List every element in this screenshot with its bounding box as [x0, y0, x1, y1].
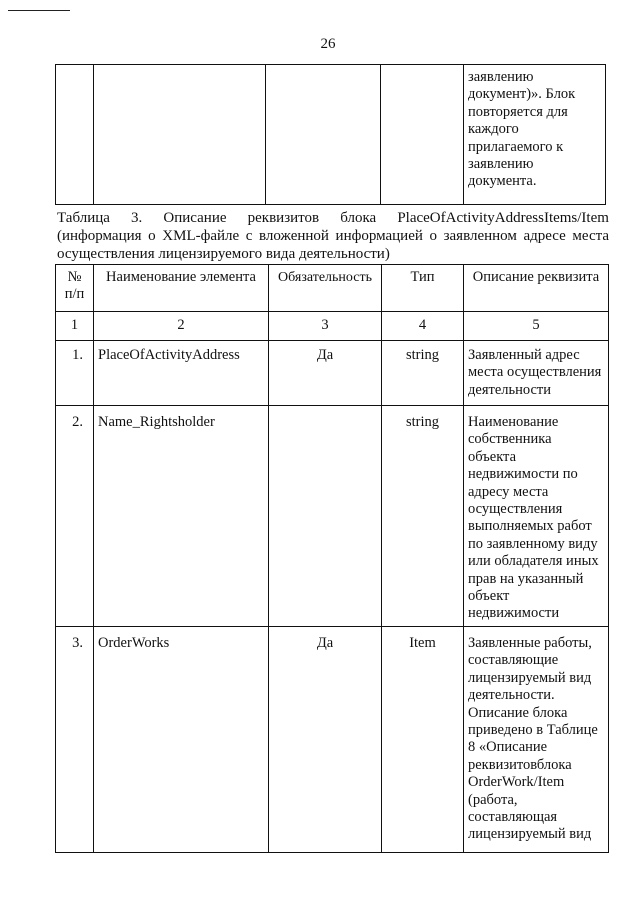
- row-desc: Заявленные работы, составляющие лицензируемый вид деятельности. Описание блока приведено в Таблице 8 «Описание реквизитовблока OrderWork/Item (работа, составляющая лицензируемый вид: [464, 627, 609, 853]
- row-name: PlaceOfActivityAddress: [94, 341, 269, 406]
- index-cell: 2: [94, 312, 269, 341]
- row-name: Name_Rightsholder: [94, 406, 269, 627]
- row-required: [269, 406, 382, 627]
- header-num: № п/п: [56, 265, 94, 312]
- cell-required: [266, 65, 381, 205]
- cell-num: [56, 65, 94, 205]
- caption-word: 3.: [131, 210, 143, 226]
- caption-word: Таблица: [57, 210, 110, 226]
- cell-type: [381, 65, 464, 205]
- index-cell: 1: [56, 312, 94, 341]
- row-num: 1.: [56, 341, 94, 406]
- row-type: Item: [382, 627, 464, 853]
- row-num: 3.: [56, 627, 94, 853]
- table-row: [56, 627, 609, 853]
- caption-line-3: осуществления лицензируемого вида деятельности): [57, 246, 390, 262]
- caption-line-2: (информация о XML-файле с вложенной информацией о заявленном адресе места: [57, 228, 609, 244]
- header-required: Обязательность: [269, 265, 382, 312]
- header-type: Тип: [382, 265, 464, 312]
- row-name: OrderWorks: [94, 627, 269, 853]
- index-row: [56, 312, 609, 341]
- top-rule: [8, 10, 70, 11]
- row-type: string: [382, 341, 464, 406]
- table-caption: [57, 209, 609, 263]
- attributes-table: [55, 264, 609, 853]
- table-row: [56, 341, 609, 406]
- caption-word: реквизитов: [247, 210, 320, 226]
- header-desc: Описание реквизита: [464, 265, 609, 312]
- row-type: string: [382, 406, 464, 627]
- cell-name: [94, 65, 266, 205]
- row-required: Да: [269, 627, 382, 853]
- caption-word: Описание: [163, 210, 227, 226]
- table-row: [56, 65, 606, 205]
- caption-word: PlaceOfActivityAddressItems/Item: [397, 210, 609, 226]
- desc-text: заявлению документ)». Блок повторяется для каждого прилагаемого к заявлению документа.: [468, 69, 576, 190]
- index-cell: 4: [382, 312, 464, 341]
- index-cell: 5: [464, 312, 609, 341]
- row-desc: Заявленный адрес места осуществления деятельности: [464, 341, 609, 406]
- caption-line-1: [57, 209, 609, 227]
- table-row: [56, 406, 609, 627]
- header-row: [56, 265, 609, 312]
- row-num: 2.: [56, 406, 94, 627]
- caption-word: блока: [340, 210, 377, 226]
- row-desc: Наименование собственника объекта недвижимости по адресу места осуществления выполняемых работ по заявленному виду или обладателя иных прав на указанный объект недвижимости: [464, 406, 609, 627]
- row-required: Да: [269, 341, 382, 406]
- header-name: Наименование элемента: [94, 265, 269, 312]
- cell-desc: [464, 65, 606, 205]
- page-number: 26: [320, 36, 336, 52]
- continued-table: [55, 64, 606, 205]
- index-cell: 3: [269, 312, 382, 341]
